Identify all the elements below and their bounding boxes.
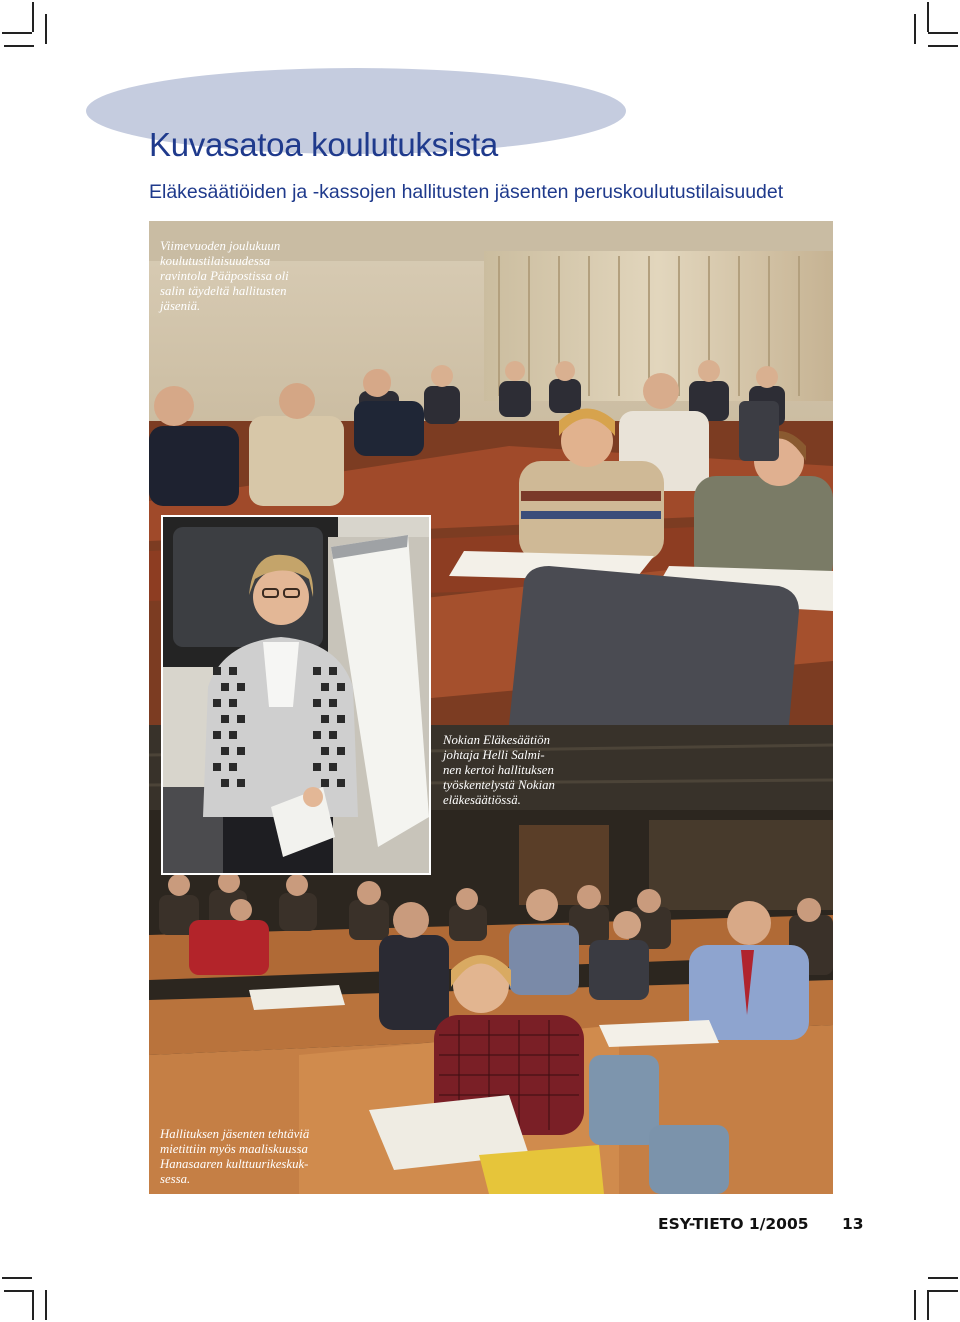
page-subtitle: Eläkesäätiöiden ja -kassojen hallitusten jäsenten peruskoulutustilaisuudet <box>149 181 784 203</box>
caption-top-photo: Viimevuoden joulukuun koulutustilaisuudessa ravintola Pääpostissa oli salin täydeltä hallitusten jäseniä. <box>160 239 289 313</box>
crop-mark <box>928 1277 958 1279</box>
crop-mark <box>928 1290 958 1292</box>
crop-mark <box>927 1290 929 1320</box>
page-number: 13 <box>842 1215 864 1233</box>
crop-mark <box>4 1290 34 1292</box>
crop-mark <box>914 1290 916 1320</box>
crop-mark <box>2 32 32 34</box>
crop-mark <box>32 2 34 32</box>
caption-bottom-photo: Hallituksen jäsenten tehtäviä mietittiin myös maaliskuussa Hanasaaren kulttuurikeskuk- sessa. <box>160 1127 310 1186</box>
crop-mark <box>928 45 958 47</box>
caption-speaker-photo: Nokian Eläkesäätiön johtaja Helli Salmi- nen kertoi hallituksen työskentelystä Nokian eläkesäätiössä. <box>443 733 555 807</box>
crop-mark <box>914 14 916 44</box>
publication-footer: ESY-TIETO 1/2005 <box>658 1215 809 1233</box>
crop-mark <box>927 2 929 32</box>
crop-mark <box>45 1290 47 1320</box>
page-title: Kuvasatoa koulutuksista <box>149 126 498 163</box>
photo-speaker-inset <box>161 515 431 875</box>
crop-mark <box>4 45 34 47</box>
crop-mark <box>32 1290 34 1320</box>
crop-mark <box>45 14 47 44</box>
crop-mark <box>928 32 958 34</box>
crop-mark <box>2 1277 32 1279</box>
